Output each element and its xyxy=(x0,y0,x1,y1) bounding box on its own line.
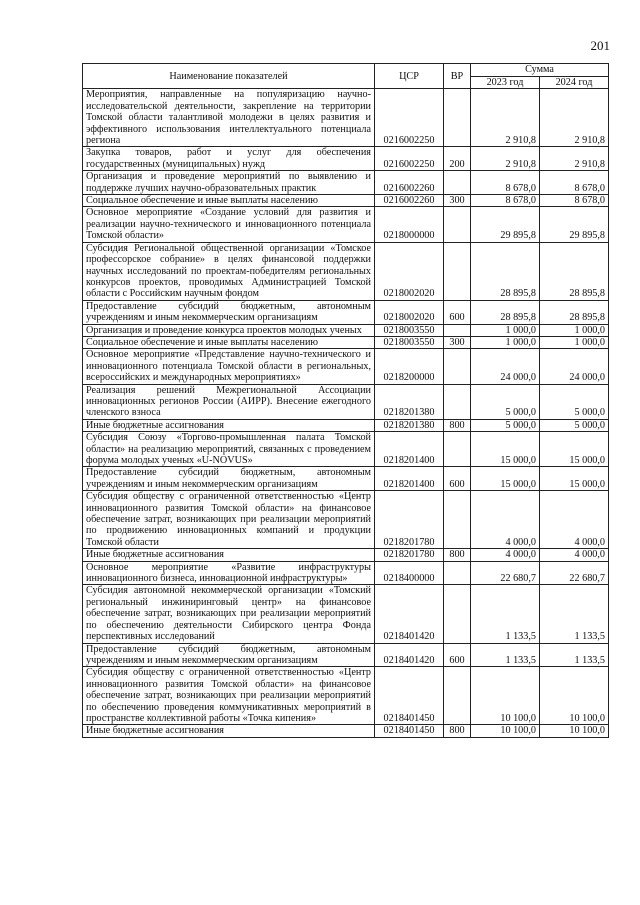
row-name: Иные бюджетные ассигнования xyxy=(83,419,375,431)
row-csr: 0218201380 xyxy=(375,384,444,419)
row-value-2023: 28 895,8 xyxy=(471,242,540,300)
row-value-2024: 4 000,0 xyxy=(540,491,609,549)
row-value-2024: 29 895,8 xyxy=(540,207,609,242)
row-csr: 0218003550 xyxy=(375,324,444,336)
row-vr xyxy=(444,89,471,147)
row-value-2023: 15 000,0 xyxy=(471,467,540,491)
table-row xyxy=(83,242,609,300)
row-name: Социальное обеспечение и иные выплаты населению xyxy=(83,195,375,207)
row-csr: 0218201400 xyxy=(375,432,444,467)
table-row xyxy=(83,349,609,384)
table-body xyxy=(83,89,609,737)
row-csr: 0216002260 xyxy=(375,171,444,195)
row-value-2023: 10 100,0 xyxy=(471,667,540,725)
row-value-2023: 22 680,7 xyxy=(471,561,540,585)
row-vr xyxy=(444,491,471,549)
row-name: Предоставление субсидий бюджетным, автономным учреждениям и иным некоммерческим организациям xyxy=(83,300,375,324)
row-vr: 600 xyxy=(444,467,471,491)
row-value-2023: 5 000,0 xyxy=(471,419,540,431)
row-name: Субсидия обществу с ограниченной ответственностью «Центр инновационного развития Томской области» на финансовое обеспечение затрат, возникающих при реализации мероприятий по обеспечению проведения коммуникативных мероприятий в пространстве коллективной работы «Точка кипения» xyxy=(83,667,375,725)
row-csr: 0216002250 xyxy=(375,89,444,147)
row-name: Субсидия Союзу «Торгово-промышленная палата Томской области» на реализацию мероприятий, связанных с проведением форума молодых ученых «U-NOVUS» xyxy=(83,432,375,467)
row-name: Предоставление субсидий бюджетным, автономным учреждениям и иным некоммерческим организациям xyxy=(83,643,375,667)
row-vr xyxy=(444,242,471,300)
row-value-2023: 15 000,0 xyxy=(471,432,540,467)
row-csr: 0218002020 xyxy=(375,242,444,300)
row-vr: 200 xyxy=(444,147,471,171)
table-row xyxy=(83,667,609,725)
row-vr: 800 xyxy=(444,419,471,431)
row-csr: 0218201400 xyxy=(375,467,444,491)
row-csr: 0216002260 xyxy=(375,195,444,207)
row-vr xyxy=(444,585,471,643)
row-value-2023: 2 910,8 xyxy=(471,147,540,171)
row-csr: 0218003550 xyxy=(375,336,444,348)
row-value-2023: 1 133,5 xyxy=(471,643,540,667)
row-name: Социальное обеспечение и иные выплаты населению xyxy=(83,336,375,348)
row-name: Основное мероприятие «Создание условий для развития и реализации научно-технического и инновационного потенциала Томской области» xyxy=(83,207,375,242)
row-value-2023: 8 678,0 xyxy=(471,195,540,207)
row-csr: 0216002250 xyxy=(375,147,444,171)
row-value-2024: 15 000,0 xyxy=(540,467,609,491)
row-value-2023: 8 678,0 xyxy=(471,171,540,195)
row-name: Организация и проведение конкурса проектов молодых ученых xyxy=(83,324,375,336)
row-value-2024: 1 000,0 xyxy=(540,336,609,348)
row-vr: 600 xyxy=(444,300,471,324)
header-name: Наименование показателей xyxy=(83,64,375,89)
row-name: Организация и проведение мероприятий по выявлению и поддержке лучших научно-образовательных практик xyxy=(83,171,375,195)
row-vr xyxy=(444,384,471,419)
row-vr xyxy=(444,207,471,242)
row-value-2023: 1 133,5 xyxy=(471,585,540,643)
row-vr: 300 xyxy=(444,195,471,207)
row-value-2023: 1 000,0 xyxy=(471,336,540,348)
header-year-2023: 2023 год xyxy=(471,77,540,89)
row-csr: 0218401420 xyxy=(375,585,444,643)
row-value-2024: 1 000,0 xyxy=(540,324,609,336)
row-name: Субсидия автономной некоммерческой организации «Томский региональный инжиниринговый центр» на финансовое обеспечение затрат, возникающих при реализации мероприятий по обеспечению деятельности Сибирского центра Фонда перспективных исследований xyxy=(83,585,375,643)
table-header xyxy=(83,64,609,89)
row-csr: 0218201780 xyxy=(375,549,444,561)
row-value-2023: 1 000,0 xyxy=(471,324,540,336)
row-name: Иные бюджетные ассигнования xyxy=(83,725,375,737)
row-vr: 800 xyxy=(444,725,471,737)
row-value-2024: 5 000,0 xyxy=(540,384,609,419)
row-value-2024: 10 100,0 xyxy=(540,725,609,737)
row-vr xyxy=(444,561,471,585)
row-csr: 0218401420 xyxy=(375,643,444,667)
row-csr: 0218401450 xyxy=(375,667,444,725)
page-number: 201 xyxy=(590,38,610,53)
table-row xyxy=(83,432,609,467)
header-vr: ВР xyxy=(444,64,471,89)
table-row xyxy=(83,643,609,667)
row-value-2024: 8 678,0 xyxy=(540,195,609,207)
row-name: Реализация решений Межрегиональной Ассоциации инновационных регионов России (АИРР). Внесение ежегодного членского взноса xyxy=(83,384,375,419)
row-name: Основное мероприятие «Развитие инфраструктуры инновационного бизнеса, инновационной инфраструктуры» xyxy=(83,561,375,585)
row-vr xyxy=(444,349,471,384)
row-name: Предоставление субсидий бюджетным, автономным учреждениям и иным некоммерческим организациям xyxy=(83,467,375,491)
row-vr: 800 xyxy=(444,549,471,561)
row-value-2023: 4 000,0 xyxy=(471,491,540,549)
row-value-2024: 8 678,0 xyxy=(540,171,609,195)
row-value-2024: 2 910,8 xyxy=(540,147,609,171)
row-vr: 600 xyxy=(444,643,471,667)
row-csr: 0218200000 xyxy=(375,349,444,384)
table-row xyxy=(83,171,609,195)
table-row xyxy=(83,725,609,737)
row-value-2024: 2 910,8 xyxy=(540,89,609,147)
table-row xyxy=(83,324,609,336)
row-value-2024: 4 000,0 xyxy=(540,549,609,561)
row-csr: 0218400000 xyxy=(375,561,444,585)
row-name: Иные бюджетные ассигнования xyxy=(83,549,375,561)
row-value-2024: 10 100,0 xyxy=(540,667,609,725)
row-value-2023: 28 895,8 xyxy=(471,300,540,324)
row-value-2023: 2 910,8 xyxy=(471,89,540,147)
row-value-2024: 28 895,8 xyxy=(540,242,609,300)
row-vr: 300 xyxy=(444,336,471,348)
row-value-2024: 22 680,7 xyxy=(540,561,609,585)
row-csr: 0218000000 xyxy=(375,207,444,242)
row-vr xyxy=(444,324,471,336)
table-row xyxy=(83,195,609,207)
row-value-2024: 28 895,8 xyxy=(540,300,609,324)
table-row xyxy=(83,384,609,419)
row-vr xyxy=(444,432,471,467)
row-name: Мероприятия, направленные на популяризацию научно-исследовательской деятельности, закрепление на территории Томской области талантливой молодежи в целях развития и эффективного использования интеллектуального потенциала региона xyxy=(83,89,375,147)
table-row xyxy=(83,549,609,561)
budget-table xyxy=(82,63,609,738)
row-name: Основное мероприятие «Представление научно-технического и инновационного потенциала Томской области в региональных, всероссийских и международных мероприятиях» xyxy=(83,349,375,384)
row-vr xyxy=(444,171,471,195)
row-name: Субсидия Региональной общественной организации «Томское профессорское собрание» в целях финансовой поддержки научных исследований по проектам-победителям региональных конкурсов проектов, проводимых Администрацией Томской области с Российским научным фондом xyxy=(83,242,375,300)
row-csr: 0218201780 xyxy=(375,491,444,549)
row-value-2024: 1 133,5 xyxy=(540,643,609,667)
row-name: Закупка товаров, работ и услуг для обеспечения государственных (муниципальных) нужд xyxy=(83,147,375,171)
table-row xyxy=(83,419,609,431)
header-sum: Сумма xyxy=(471,64,609,77)
row-value-2023: 10 100,0 xyxy=(471,725,540,737)
row-value-2024: 5 000,0 xyxy=(540,419,609,431)
row-value-2024: 15 000,0 xyxy=(540,432,609,467)
row-value-2023: 29 895,8 xyxy=(471,207,540,242)
table-row xyxy=(83,207,609,242)
row-value-2024: 24 000,0 xyxy=(540,349,609,384)
table-row xyxy=(83,561,609,585)
table-row xyxy=(83,336,609,348)
table-row xyxy=(83,147,609,171)
table-row xyxy=(83,89,609,147)
row-csr: 0218401450 xyxy=(375,725,444,737)
header-csr: ЦСР xyxy=(375,64,444,89)
row-value-2023: 24 000,0 xyxy=(471,349,540,384)
header-year-2024: 2024 год xyxy=(540,77,609,89)
row-vr xyxy=(444,667,471,725)
row-csr: 0218002020 xyxy=(375,300,444,324)
table-row xyxy=(83,491,609,549)
row-name: Субсидия обществу с ограниченной ответственностью «Центр инновационного развития Томской области» на финансовое обеспечение затрат, возникающих при реализации мероприятий по продвижению инновационных компаний и продукции Томской области xyxy=(83,491,375,549)
row-value-2024: 1 133,5 xyxy=(540,585,609,643)
table-row xyxy=(83,300,609,324)
row-value-2023: 4 000,0 xyxy=(471,549,540,561)
row-value-2023: 5 000,0 xyxy=(471,384,540,419)
table-row xyxy=(83,585,609,643)
table-row xyxy=(83,467,609,491)
row-csr: 0218201380 xyxy=(375,419,444,431)
